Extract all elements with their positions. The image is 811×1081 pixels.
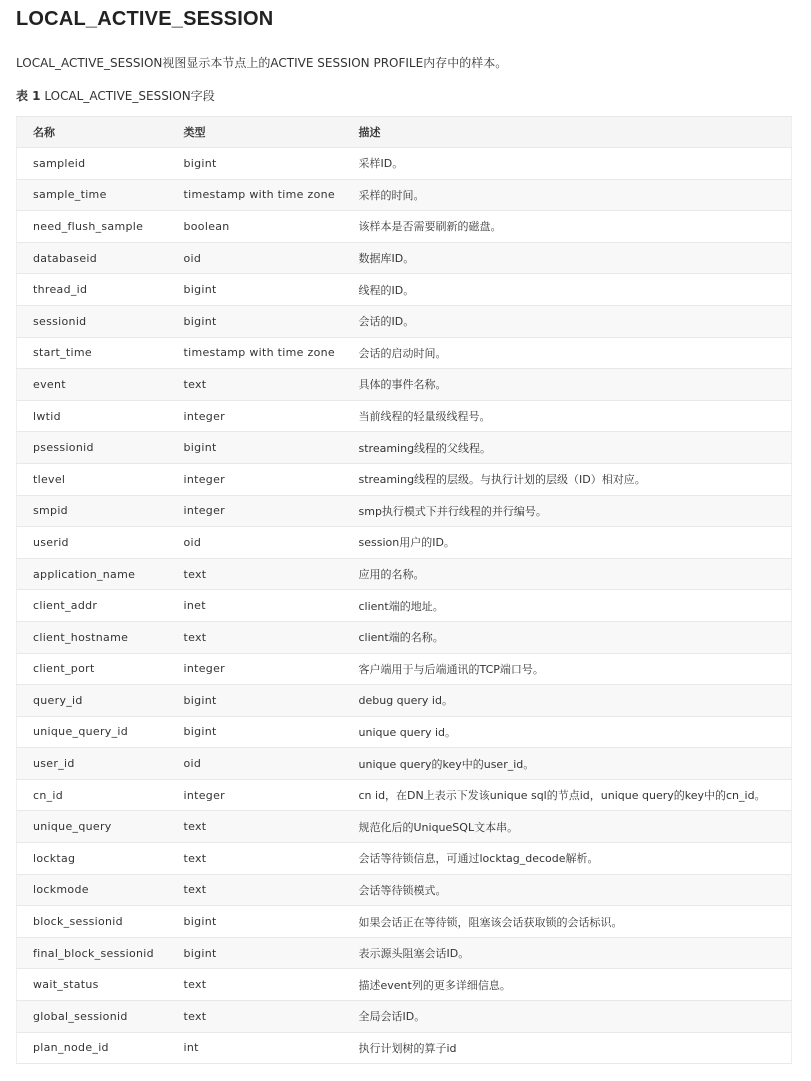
cell-type: text [168,369,343,401]
table-row [17,242,792,274]
cell-name: client_addr [17,590,168,622]
table-row [17,495,792,527]
cell-name: query_id [17,685,168,717]
table-row [17,400,792,432]
table-row [17,874,792,906]
cell-description: 线程的ID。 [343,274,792,306]
cell-description: 表示源头阻塞会话ID。 [343,937,792,969]
intro-paragraph: LOCAL_ACTIVE_SESSION视图显示本节点上的ACTIVE SESSION PROFILE内存中的样本。 [16,56,508,70]
table-row [17,274,792,306]
cell-type: timestamp with time zone [168,337,343,369]
table-row [17,969,792,1001]
cell-type: bigint [168,906,343,938]
table-row [17,685,792,717]
cell-description: 采样ID。 [343,148,792,180]
cell-type: integer [168,400,343,432]
cell-description: 会话等待锁模式。 [343,874,792,906]
cell-type: boolean [168,211,343,243]
cell-type: bigint [168,305,343,337]
table-row [17,906,792,938]
header-name: 名称 [17,117,168,148]
cell-name: thread_id [17,274,168,306]
cell-type: inet [168,590,343,622]
cell-description: 会话的启动时间。 [343,337,792,369]
cell-type: bigint [168,937,343,969]
cell-type: text [168,558,343,590]
cell-type: integer [168,779,343,811]
cell-name: unique_query [17,811,168,843]
table-row [17,148,792,180]
cell-name: client_port [17,653,168,685]
cell-description: smp执行模式下并行线程的并行编号。 [343,495,792,527]
table-caption [16,88,795,104]
header-description: 描述 [343,117,792,148]
cell-name: client_hostname [17,621,168,653]
cell-name: locktag [17,843,168,875]
cell-type: integer [168,495,343,527]
table-row [17,843,792,875]
table-row [17,179,792,211]
cell-type: oid [168,748,343,780]
table-row [17,558,792,590]
cell-type: bigint [168,432,343,464]
cell-name: lockmode [17,874,168,906]
cell-name: plan_node_id [17,1032,168,1064]
cell-description: session用户的ID。 [343,527,792,559]
table-row [17,1032,792,1064]
header-type: 类型 [168,117,343,148]
cell-name: psessionid [17,432,168,464]
cell-description: 应用的名称。 [343,558,792,590]
table-row [17,621,792,653]
cell-name: start_time [17,337,168,369]
cell-description: unique query的key中的user_id。 [343,748,792,780]
cell-description: cn id，在DN上表示下发该unique sql的节点id，unique query的key中的cn_id。 [343,779,792,811]
cell-name: smpid [17,495,168,527]
cell-type: bigint [168,148,343,180]
table-row [17,937,792,969]
cell-description: 该样本是否需要刷新的磁盘。 [343,211,792,243]
cell-description: unique query id。 [343,716,792,748]
cell-name: block_sessionid [17,906,168,938]
cell-description: 如果会话正在等待锁，阻塞该会话获取锁的会话标识。 [343,906,792,938]
cell-name: unique_query_id [17,716,168,748]
cell-description: streaming线程的层级。与执行计划的层级（ID）相对应。 [343,463,792,495]
cell-name: sessionid [17,305,168,337]
cell-type: integer [168,653,343,685]
cell-name: wait_status [17,969,168,1001]
cell-name: sample_time [17,179,168,211]
cell-type: text [168,811,343,843]
cell-description: 会话的ID。 [343,305,792,337]
cell-description: 会话等待锁信息，可通过locktag_decode解析。 [343,843,792,875]
cell-name: final_block_sessionid [17,937,168,969]
table-row [17,369,792,401]
table-row [17,1001,792,1033]
table-row [17,337,792,369]
cell-type: oid [168,242,343,274]
fields-table [16,116,792,1064]
cell-description: 全局会话ID。 [343,1001,792,1033]
page-title: LOCAL_ACTIVE_SESSION [16,8,274,30]
cell-description: 具体的事件名称。 [343,369,792,401]
cell-description: 规范化后的UniqueSQL文本串。 [343,811,792,843]
cell-type: text [168,874,343,906]
cell-description: 采样的时间。 [343,179,792,211]
table-row [17,779,792,811]
cell-name: event [17,369,168,401]
cell-type: int [168,1032,343,1064]
table-row [17,590,792,622]
cell-name: cn_id [17,779,168,811]
cell-name: need_flush_sample [17,211,168,243]
cell-type: bigint [168,274,343,306]
cell-name: tlevel [17,463,168,495]
cell-description: 执行计划树的算子id [343,1032,792,1064]
table-row [17,463,792,495]
cell-type: bigint [168,716,343,748]
cell-description: 数据库ID。 [343,242,792,274]
cell-name: databaseid [17,242,168,274]
cell-type: oid [168,527,343,559]
cell-name: lwtid [17,400,168,432]
cell-type: text [168,1001,343,1033]
cell-name: application_name [17,558,168,590]
table-row [17,811,792,843]
cell-description: 客户端用于与后端通讯的TCP端口号。 [343,653,792,685]
cell-name: sampleid [17,148,168,180]
cell-name: userid [17,527,168,559]
table-row [17,305,792,337]
cell-type: bigint [168,685,343,717]
table-caption-label: 表 1 [16,89,41,103]
cell-description: client端的名称。 [343,621,792,653]
cell-name: user_id [17,748,168,780]
cell-type: integer [168,463,343,495]
table-caption-text: LOCAL_ACTIVE_SESSION字段 [44,89,215,103]
cell-description: client端的地址。 [343,590,792,622]
cell-description: 描述event列的更多详细信息。 [343,969,792,1001]
cell-description: streaming线程的父线程。 [343,432,792,464]
cell-description: debug query id。 [343,685,792,717]
cell-type: text [168,621,343,653]
cell-description: 当前线程的轻量级线程号。 [343,400,792,432]
cell-type: text [168,843,343,875]
table-row [17,653,792,685]
table-row [17,432,792,464]
table-row [17,748,792,780]
cell-type: text [168,969,343,1001]
table-row [17,716,792,748]
cell-name: global_sessionid [17,1001,168,1033]
table-row [17,211,792,243]
table-header-row [17,117,792,148]
cell-type: timestamp with time zone [168,179,343,211]
table-row [17,527,792,559]
table-body [17,148,792,1064]
